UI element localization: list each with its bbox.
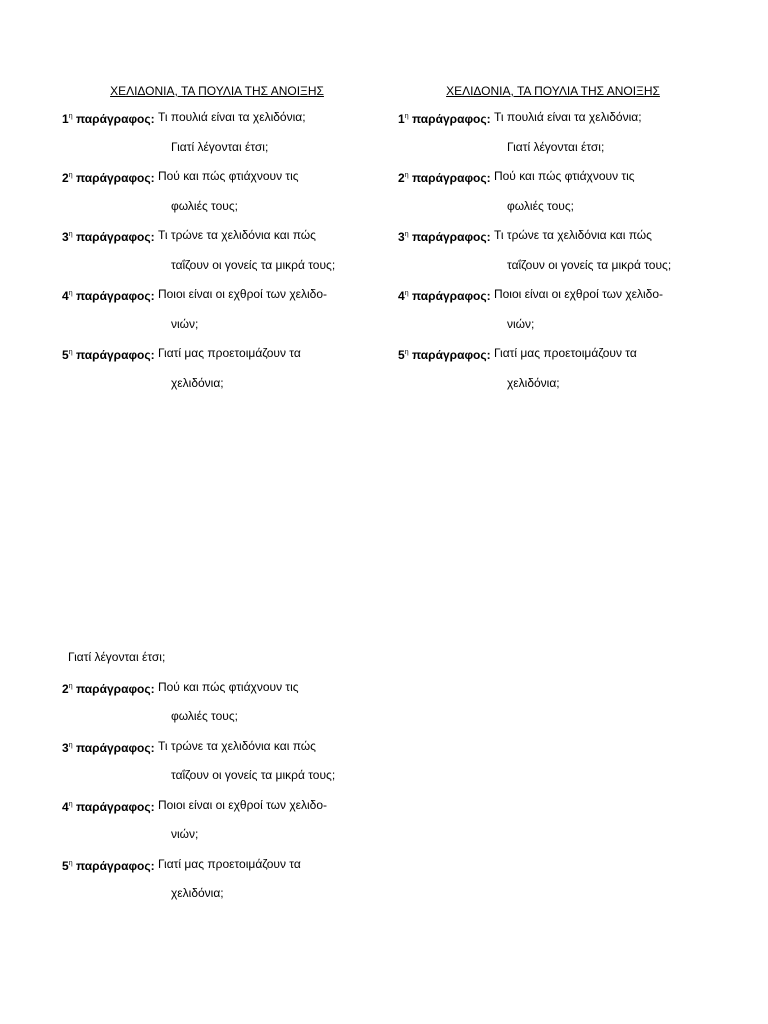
paragraph-continuation: χελιδόνια; xyxy=(171,886,224,900)
worksheet-copy-partial xyxy=(62,650,382,916)
paragraph-label: $1^\eta$ παράγραφος: xyxy=(398,112,491,126)
paragraph-continuation: Γιατί λέγονται έτσι; xyxy=(171,139,269,154)
paragraph-question: Ποιοι είναι οι εχθροί των χελιδο- xyxy=(493,287,664,301)
paragraph-label: $2^\eta$ παράγραφος: xyxy=(398,171,491,185)
paragraph-continuation: φωλιές τους; xyxy=(171,198,238,213)
paragraph-question: Πού και πώς φτιάχνουν τις xyxy=(493,169,635,183)
paragraph-continuation: φωλιές τους; xyxy=(507,198,574,213)
paragraph-3-line xyxy=(398,228,718,258)
paragraph-4-line xyxy=(398,287,718,317)
paragraph-question: Ποιοι είναι οι εχθροί των χελιδο- xyxy=(157,797,328,812)
paragraph-question: Τι τρώνε τα χελιδόνια και πώς xyxy=(493,228,652,242)
paragraph-label: $3^\eta$ παράγραφος: xyxy=(398,230,491,244)
paragraph-continuation: ταΐζουν οι γονείς τα μικρά τους; xyxy=(171,768,336,782)
paragraph-label: $4^\eta$ παράγραφος: xyxy=(62,289,155,303)
worksheet-title: ΧΕΛΙΔΟΝΙΑ, ΤΑ ΠΟΥΛΙΑ ΤΗΣ ΑΝΟΙΞΗΣ xyxy=(110,84,324,98)
paragraph-continuation: χελιδόνια; xyxy=(507,375,560,390)
paragraph-continuation: ταΐζουν οι γονείς τα μικρά τους; xyxy=(171,257,336,272)
paragraph-5-line xyxy=(62,346,382,376)
paragraph-question: Τι τρώνε τα χελιδόνια και πώς xyxy=(157,228,316,242)
paragraph-question: Γιατί μας προετοιμάζουν τα xyxy=(493,346,637,360)
paragraph-question: Τι πουλιά είναι τα χελιδόνια; xyxy=(157,110,306,124)
paragraph-continuation: ταΐζουν οι γονείς τα μικρά τους; xyxy=(507,257,672,272)
paragraph-question: Ποιοι είναι οι εχθροί των χελιδο- xyxy=(157,287,328,301)
paragraph-label: $5^\eta$ παράγραφος: xyxy=(62,858,155,873)
paragraph-question: Γιατί μας προετοιμάζουν τα xyxy=(157,346,301,360)
paragraph-2-line xyxy=(398,169,718,199)
paragraph-continuation: φωλιές τους; xyxy=(171,709,238,723)
worksheet-title: ΧΕΛΙΔΟΝΙΑ, ΤΑ ΠΟΥΛΙΑ ΤΗΣ ΑΝΟΙΞΗΣ xyxy=(446,84,660,98)
paragraph-continuation: Γιατί λέγονται έτσι; xyxy=(507,139,605,154)
paragraph-continuation: Γιατί λέγονται έτσι; xyxy=(68,650,166,664)
paragraph-question: Τι τρώνε τα χελιδόνια και πώς xyxy=(157,738,316,753)
paragraph-label: $2^\eta$ παράγραφος: xyxy=(62,171,155,185)
paragraph-question: Πού και πώς φτιάχνουν τις xyxy=(157,169,299,183)
paragraph-5-line xyxy=(62,857,382,887)
paragraph-label: $3^\eta$ παράγραφος: xyxy=(62,740,155,755)
paragraph-1-line xyxy=(398,110,718,140)
worksheet-copy-2 xyxy=(398,84,718,405)
paragraph-question: Γιατί μας προετοιμάζουν τα xyxy=(157,856,301,871)
paragraph-continuation: νιών; xyxy=(507,316,535,331)
paragraph-label: $5^\eta$ παράγραφος: xyxy=(398,348,491,362)
paragraph-4-line xyxy=(62,287,382,317)
paragraph-1-line xyxy=(62,110,382,140)
paragraph-label: $2^\eta$ παράγραφος: xyxy=(62,681,155,696)
paragraph-continuation: χελιδόνια; xyxy=(171,375,224,390)
paragraph-5-line xyxy=(398,346,718,376)
paragraph-4-line xyxy=(62,798,382,828)
paragraph-question: Πού και πώς φτιάχνουν τις xyxy=(157,679,299,694)
paragraph-continuation: νιών; xyxy=(171,827,199,841)
paragraph-continuation: νιών; xyxy=(171,316,199,331)
worksheet-copy-1 xyxy=(62,84,382,405)
paragraph-label: $4^\eta$ παράγραφος: xyxy=(398,289,491,303)
paragraph-label: $3^\eta$ παράγραφος: xyxy=(62,230,155,244)
paragraph-label: $4^\eta$ παράγραφος: xyxy=(62,799,155,814)
paragraph-2-line xyxy=(62,169,382,199)
paragraph-label: $5^\eta$ παράγραφος: xyxy=(62,348,155,362)
paragraph-3-line xyxy=(62,228,382,258)
paragraph-3-line xyxy=(62,739,382,769)
paragraph-label: $1^\eta$ παράγραφος: xyxy=(62,112,155,126)
paragraph-question: Τι πουλιά είναι τα χελιδόνια; xyxy=(493,110,642,124)
paragraph-2-line xyxy=(62,680,382,710)
